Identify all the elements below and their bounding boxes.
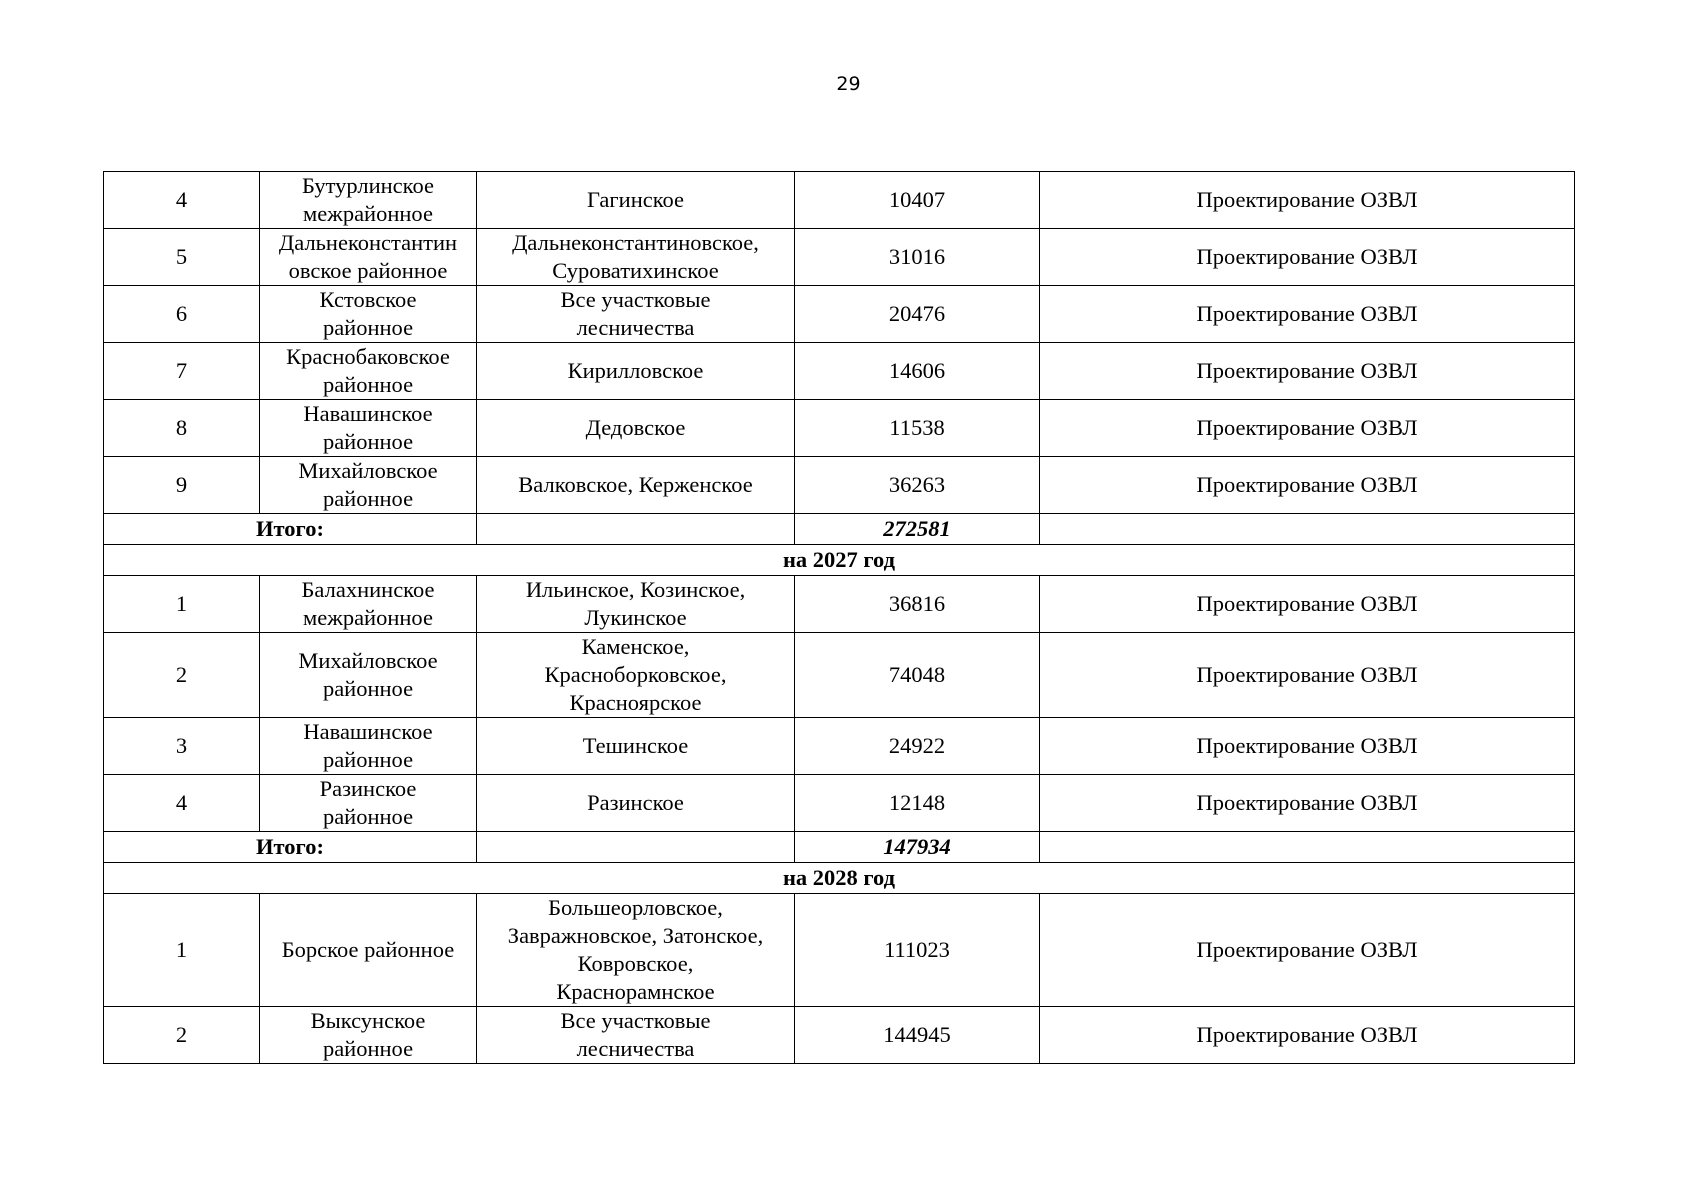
row-number: 8 bbox=[104, 400, 260, 457]
action-text: Проектирование ОЗВЛ bbox=[1040, 229, 1575, 286]
table-row bbox=[104, 343, 1575, 400]
area-value: 20476 bbox=[795, 286, 1040, 343]
area-value: 36263 bbox=[795, 457, 1040, 514]
forestry-name: Дальнеконстантин овское районное bbox=[260, 229, 477, 286]
total-label: Итого: bbox=[104, 832, 477, 863]
empty-cell bbox=[1040, 832, 1575, 863]
forestry-name: Выксунское районное bbox=[260, 1007, 477, 1064]
action-text: Проектирование ОЗВЛ bbox=[1040, 400, 1575, 457]
forestry-name: Краснобаковское районное bbox=[260, 343, 477, 400]
total-value: 272581 bbox=[795, 514, 1040, 545]
forestry-name: Борское районное bbox=[260, 894, 477, 1007]
area-value: 14606 bbox=[795, 343, 1040, 400]
area-value: 11538 bbox=[795, 400, 1040, 457]
district-forestry: Все участковые лесничества bbox=[477, 286, 795, 343]
total-value: 147934 bbox=[795, 832, 1040, 863]
row-number: 4 bbox=[104, 172, 260, 229]
district-forestry: Ильинское, Козинское, Лукинское bbox=[477, 576, 795, 633]
table-row bbox=[104, 633, 1575, 718]
table-row bbox=[104, 229, 1575, 286]
forestry-name: Навашинское районное bbox=[260, 400, 477, 457]
table-row bbox=[104, 1007, 1575, 1064]
area-value: 24922 bbox=[795, 718, 1040, 775]
table-row bbox=[104, 894, 1575, 1007]
table-row bbox=[104, 775, 1575, 832]
table-row bbox=[104, 286, 1575, 343]
forestry-table bbox=[103, 171, 1575, 1064]
forestry-name: Балахнинское межрайонное bbox=[260, 576, 477, 633]
forestry-name: Кстовское районное bbox=[260, 286, 477, 343]
area-value: 12148 bbox=[795, 775, 1040, 832]
row-number: 7 bbox=[104, 343, 260, 400]
district-forestry: Гагинское bbox=[477, 172, 795, 229]
area-value: 31016 bbox=[795, 229, 1040, 286]
forestry-name: Навашинское районное bbox=[260, 718, 477, 775]
district-forestry: Кирилловское bbox=[477, 343, 795, 400]
district-forestry: Каменское, Красноборковское, Красноярское bbox=[477, 633, 795, 718]
year-header: на 2027 год bbox=[104, 545, 1575, 576]
table-row bbox=[104, 718, 1575, 775]
action-text: Проектирование ОЗВЛ bbox=[1040, 343, 1575, 400]
table-row bbox=[104, 576, 1575, 633]
row-number: 6 bbox=[104, 286, 260, 343]
district-forestry: Тешинское bbox=[477, 718, 795, 775]
empty-cell bbox=[477, 832, 795, 863]
total-row bbox=[104, 514, 1575, 545]
empty-cell bbox=[477, 514, 795, 545]
area-value: 111023 bbox=[795, 894, 1040, 1007]
district-forestry: Дальнеконстантиновское, Суроватихинское bbox=[477, 229, 795, 286]
district-forestry: Все участковые лесничества bbox=[477, 1007, 795, 1064]
area-value: 144945 bbox=[795, 1007, 1040, 1064]
district-forestry: Разинское bbox=[477, 775, 795, 832]
row-number: 2 bbox=[104, 1007, 260, 1064]
forestry-name: Михайловское районное bbox=[260, 457, 477, 514]
forestry-name: Михайловское районное bbox=[260, 633, 477, 718]
row-number: 1 bbox=[104, 894, 260, 1007]
row-number: 9 bbox=[104, 457, 260, 514]
forestry-name: Бутурлинское межрайонное bbox=[260, 172, 477, 229]
action-text: Проектирование ОЗВЛ bbox=[1040, 172, 1575, 229]
area-value: 36816 bbox=[795, 576, 1040, 633]
year-header-row bbox=[104, 545, 1575, 576]
year-header: на 2028 год bbox=[104, 863, 1575, 894]
action-text: Проектирование ОЗВЛ bbox=[1040, 576, 1575, 633]
forestry-name: Разинское районное bbox=[260, 775, 477, 832]
action-text: Проектирование ОЗВЛ bbox=[1040, 286, 1575, 343]
action-text: Проектирование ОЗВЛ bbox=[1040, 775, 1575, 832]
action-text: Проектирование ОЗВЛ bbox=[1040, 718, 1575, 775]
total-row bbox=[104, 832, 1575, 863]
row-number: 3 bbox=[104, 718, 260, 775]
action-text: Проектирование ОЗВЛ bbox=[1040, 894, 1575, 1007]
action-text: Проектирование ОЗВЛ bbox=[1040, 457, 1575, 514]
row-number: 2 bbox=[104, 633, 260, 718]
action-text: Проектирование ОЗВЛ bbox=[1040, 1007, 1575, 1064]
page-number: 29 bbox=[836, 73, 861, 95]
table-row bbox=[104, 400, 1575, 457]
district-forestry: Валковское, Керженское bbox=[477, 457, 795, 514]
total-label: Итого: bbox=[104, 514, 477, 545]
area-value: 10407 bbox=[795, 172, 1040, 229]
row-number: 1 bbox=[104, 576, 260, 633]
area-value: 74048 bbox=[795, 633, 1040, 718]
empty-cell bbox=[1040, 514, 1575, 545]
row-number: 4 bbox=[104, 775, 260, 832]
row-number: 5 bbox=[104, 229, 260, 286]
table-row bbox=[104, 457, 1575, 514]
year-header-row bbox=[104, 863, 1575, 894]
table-row bbox=[104, 172, 1575, 229]
action-text: Проектирование ОЗВЛ bbox=[1040, 633, 1575, 718]
district-forestry: Дедовское bbox=[477, 400, 795, 457]
district-forestry: Большеорловское, Завражновское, Затонское, Ковровское, Краснорамнское bbox=[477, 894, 795, 1007]
